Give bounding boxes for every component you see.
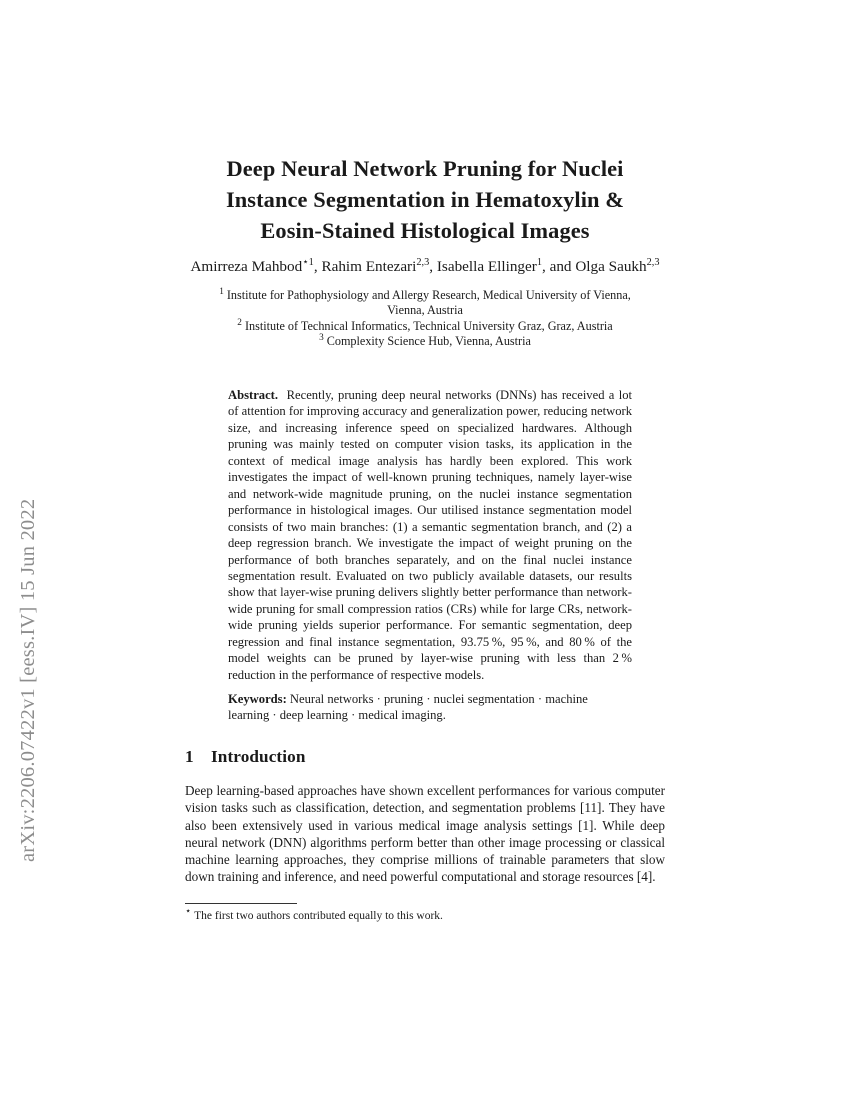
- author-name-3: Isabella Ellinger: [436, 258, 537, 275]
- abstract-heading: Abstract.: [228, 388, 279, 402]
- affiliation-text-1: Institute for Pathophysiology and Allergy Research, Medical University of Vienna,: [226, 288, 631, 302]
- affiliation-mark-3: 3: [319, 333, 324, 344]
- footnote-mark: ⋆: [185, 906, 192, 918]
- author-conjunction: and: [549, 258, 576, 275]
- page-title: [185, 153, 665, 246]
- footnote-separator-rule: [185, 903, 297, 904]
- keywords-block: [228, 691, 632, 724]
- author-list: [150, 257, 700, 277]
- section-heading-introduction: [185, 747, 305, 767]
- footnote-equal-contribution: [185, 906, 665, 924]
- author-marks-4: 2,3: [646, 256, 660, 268]
- affiliation-3: [150, 334, 700, 349]
- author-name-2: Rahim Entezari: [321, 258, 417, 275]
- affiliation-1: [150, 288, 700, 303]
- affiliation-list: [150, 288, 700, 350]
- author-name-1: Amirreza Mahbod: [190, 258, 303, 275]
- author-separator-2: ,: [429, 258, 437, 275]
- paper-title-line-1: Deep Neural Network Pruning for Nuclei: [226, 156, 624, 181]
- introduction-paragraph-1: Deep learning-based approaches have shown excellent performances for various computer vision tasks such as classification, detection, and segmentation problems [11]. They have also been extensively used in various medical image analysis settings [1]. While deep neural network (DNN) algorithms perform better than other image processing or classical machine learning approaches, they comprise millions of trainable parameters that slow down training and inference, and need powerful computational and storage resources [4].: [185, 783, 665, 885]
- author-name-4: Olga Saukh: [575, 258, 647, 275]
- section-number: 1: [185, 747, 194, 766]
- section-title: Introduction: [211, 747, 306, 766]
- affiliation-text-2: Institute of Technical Informatics, Technical University Graz, Graz, Austria: [244, 318, 613, 333]
- affiliation-text-1-cont: Vienna, Austria: [387, 303, 463, 318]
- author-marks-3: 1: [536, 256, 542, 268]
- footnote-text: The first two authors contributed equally to this work.: [194, 910, 443, 922]
- author-marks-2: 2,3: [416, 256, 430, 268]
- paper-title-line-3: Eosin-Stained Histological Images: [260, 218, 590, 243]
- affiliation-mark-2: 2: [237, 317, 242, 328]
- affiliation-2: [150, 319, 700, 334]
- affiliation-text-3: Complexity Science Hub, Vienna, Austria: [326, 334, 531, 349]
- author-marks-1: ⋆1: [302, 256, 314, 268]
- paper-title: [185, 153, 665, 246]
- abstract-block: [228, 387, 632, 683]
- author-separator-3: ,: [541, 258, 550, 275]
- affiliation-mark-1: 1: [219, 286, 224, 297]
- paper-title-line-2: Instance Segmentation in Hematoxylin &: [225, 187, 625, 212]
- author-separator-1: ,: [313, 258, 322, 275]
- keywords-heading: Keywords:: [228, 692, 287, 706]
- abstract-text: Recently, pruning deep neural networks (DNNs) has received a lot of attention for improving accuracy and generalization power, reducing network size, and increasing inference speed on specialized hardwares. Although pruning was mainly tested on computer vision tasks, its application in the context of medical image analysis has hardly been explored. This work investigates the impact of well-known pruning techniques, namely layer-wise and network-wide magnitude pruning, on the nuclei instance segmentation performance in histological images. Our utilised instance segmentation model consists of two main branches: (1) a semantic segmentation branch, and (2) a deep regression branch. We investigate the impact of weight pruning on the performance of both branches separately, and on the final nuclei instance segmentation result. Evaluated on two publicly available datasets, our results show that layer-wise pruning delivers slightly better performance than network-wide pruning for small compression ratios (CRs) while for large CRs, network-wide pruning yields superior performance. For semantic segmentation, deep regression and final instance segmentation, 93.75 %, 95 %, and 80 % of the model weights can be pruned by layer-wise pruning with less than 2 % reduction in the performance of respective models.: [228, 388, 633, 682]
- affiliation-1-cont: [150, 303, 700, 318]
- arxiv-identifier-stamp: arXiv:2206.07422v1 [eess.IV] 15 Jun 2022: [16, 498, 39, 862]
- keywords-text: Neural networks · pruning · nuclei segmentation · machine learning · deep learning · medical imaging.: [228, 692, 588, 723]
